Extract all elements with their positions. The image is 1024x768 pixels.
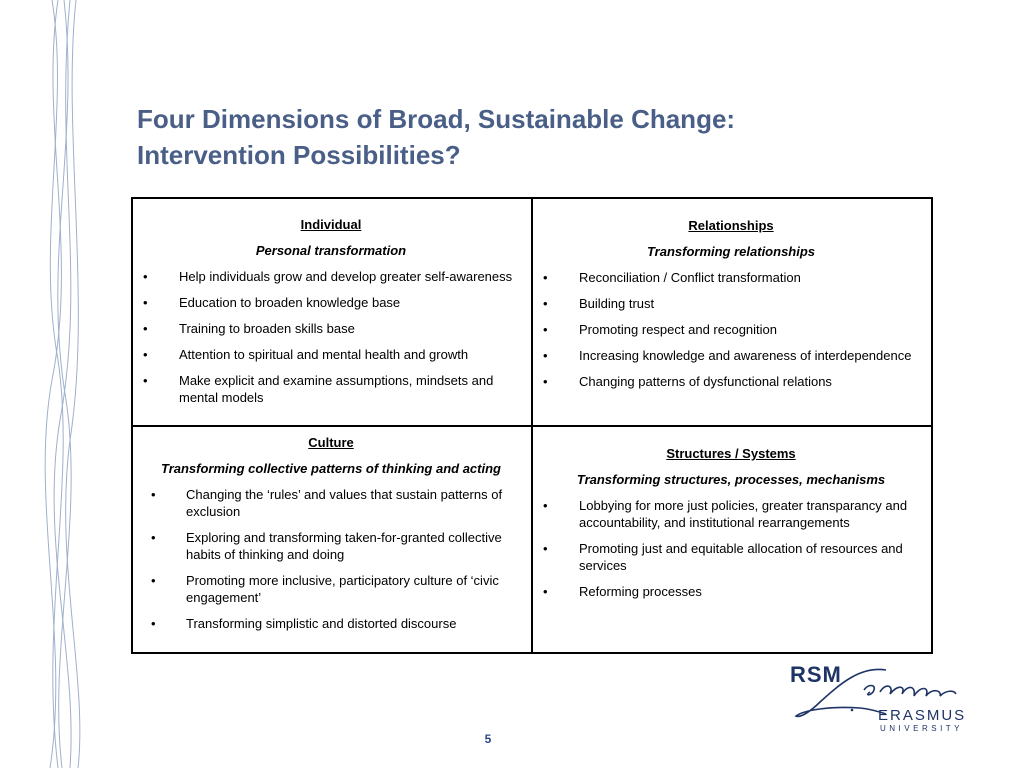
bullet: • xyxy=(543,584,548,599)
four-dimensions-table xyxy=(131,197,933,654)
list-item: • Increasing knowledge and awareness of interdependence xyxy=(543,348,912,363)
bullet: • xyxy=(143,295,148,310)
rsm-erasmus-logo xyxy=(790,662,970,736)
slide-title xyxy=(137,101,897,173)
bullet: • xyxy=(151,573,156,588)
quadrant-structures-systems xyxy=(532,426,932,653)
quadrant-relationships xyxy=(532,198,932,426)
bullet: • xyxy=(543,541,548,556)
quadrant-heading: Structures / Systems xyxy=(666,446,796,461)
list-item: • Lobbying for more just policies, greater transparancy and accountability, and institutional rearrangements xyxy=(543,498,908,530)
quadrant-heading: Culture xyxy=(308,435,354,450)
list-item: • Changing patterns of dysfunctional relations xyxy=(543,374,832,389)
quadrant-culture xyxy=(132,426,532,653)
quadrant-subheading: Transforming collective patterns of thinking and acting xyxy=(161,461,501,476)
list-item: • Promoting more inclusive, participatory culture of ‘civic engagement’ xyxy=(151,573,499,605)
bullet-list xyxy=(141,486,521,632)
list-item: • Education to broaden knowledge base xyxy=(143,295,401,310)
list-item: • Reforming processes xyxy=(543,584,702,599)
bullet: • xyxy=(543,348,548,363)
bullet-list xyxy=(541,269,921,390)
bullet: • xyxy=(543,322,548,337)
list-item: • Make explicit and examine assumptions, mindsets and mental models xyxy=(143,373,494,405)
list-item: • Exploring and transforming taken-for-granted collective habits of thinking and doing xyxy=(151,530,502,562)
list-item: • Reconciliation / Conflict transformation xyxy=(543,270,801,285)
bullet: • xyxy=(543,498,548,513)
university-wordmark: UNIVERSITY xyxy=(880,724,964,733)
decorative-wave-lines xyxy=(0,0,110,768)
bullet-list xyxy=(141,268,521,406)
list-item: • Training to broaden skills base xyxy=(143,321,355,336)
list-item: • Promoting respect and recognition xyxy=(543,322,778,337)
bullet: • xyxy=(151,530,156,545)
list-item: • Changing the ‘rules’ and values that sustain patterns of exclusion xyxy=(151,487,503,519)
erasmus-wordmark: ERASMUS xyxy=(878,707,967,724)
title-line-1: Four Dimensions of Broad, Sustainable Change: xyxy=(137,104,736,134)
quadrant-subheading: Transforming relationships xyxy=(646,244,816,259)
page-number: 5 xyxy=(484,732,492,746)
bullet: • xyxy=(543,270,548,285)
quadrant-subheading: Transforming structures, processes, mechanisms xyxy=(576,472,886,487)
list-item: • Help individuals grow and develop greater self-awareness xyxy=(143,269,513,284)
list-item: • Transforming simplistic and distorted discourse xyxy=(151,616,457,631)
bullet: • xyxy=(151,487,156,502)
bullet: • xyxy=(143,321,148,336)
rsm-wordmark: RSM xyxy=(790,662,842,687)
bullet: • xyxy=(543,296,548,311)
bullet: • xyxy=(143,347,148,362)
title-line-2: Intervention Possibilities? xyxy=(137,140,461,170)
list-item: • Promoting just and equitable allocation of resources and services xyxy=(543,541,903,573)
quadrant-individual xyxy=(132,198,532,426)
bullet-list xyxy=(541,497,921,600)
bullet: • xyxy=(543,374,548,389)
bullet: • xyxy=(151,616,156,631)
list-item: • Attention to spiritual and mental health and growth xyxy=(143,347,469,362)
bullet: • xyxy=(143,269,148,284)
quadrant-heading: Relationships xyxy=(688,218,774,233)
bullet: • xyxy=(143,373,148,388)
quadrant-heading: Individual xyxy=(300,217,362,232)
quadrant-subheading: Personal transformation xyxy=(255,243,407,258)
list-item: • Building trust xyxy=(543,296,655,311)
